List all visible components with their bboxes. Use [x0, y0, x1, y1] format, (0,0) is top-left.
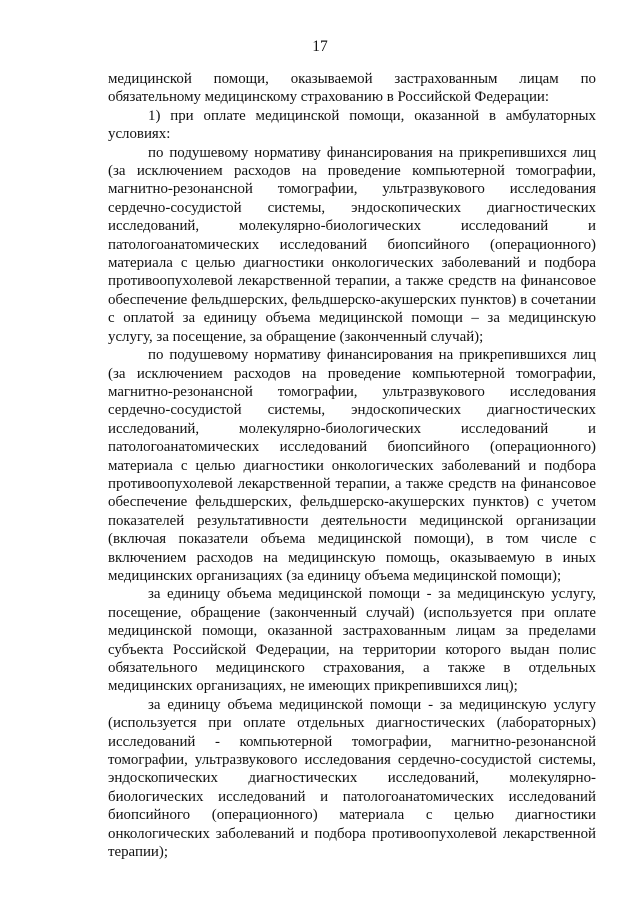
paragraph-per-capita-combined: по подушевому нормативу финансирования на прикрепившихся лиц (за исключением расходов на проведение компьютерной томографии, магнитно-резонансной томографии, ультразвукового исследования сердечно-сосудистой системы, эндоскопических диагностических исследований, молекулярно-биологических исследований и патологоанатомических исследований биопсийного (операционного) материала с целью диагностики онкологических заболеваний и подбора противоопухолевой лекарственной терапии, а также средств на финансовое обеспечение фельдшерских, фельдшерско-акушерских пунктов) в сочетании с оплатой за единицу объема медицинской помощи – за медицинскую услугу, за посещение, за обращение (законченный случай); — [108, 144, 596, 345]
document-body — [108, 70, 596, 861]
paragraph-item-1: 1) при оплате медицинской помощи, оказанной в амбулаторных условиях: — [108, 107, 596, 143]
paragraph-unit-of-volume-service: за единицу объема медицинской помощи - за медицинскую услугу (используется при оплате отдельных диагностических (лабораторных) исследований - компьютерной томографии, магнитно-резонансной томографии, ультразвукового исследования сердечно-сосудистой системы, эндоскопических диагностических исследований, молекулярно-биологических исследований и патологоанатомических исследований биопсийного (операционного) материала с целью диагностики онкологических заболеваний и подбора противоопухолевой лекарственной терапии); — [108, 696, 596, 861]
paragraph-per-capita-performance: по подушевому нормативу финансирования на прикрепившихся лиц (за исключением расходов на проведение компьютерной томографии, магнитно-резонансной томографии, ультразвукового исследования сердечно-сосудистой системы, эндоскопических диагностических исследований, молекулярно-биологических исследований и патологоанатомических исследований биопсийного (операционного) материала с целью диагностики онкологических заболеваний и подбора противоопухолевой лекарственной терапии, а также средств на финансовое обеспечение фельдшерских, фельдшерско-акушерских пунктов) с учетом показателей результативности деятельности медицинской организации (включая показатели объема медицинской помощи), в том числе с включением расходов на медицинскую помощь, оказываемую в иных медицинских организациях (за единицу объема медицинской помощи); — [108, 347, 596, 584]
page-number: 17 — [312, 38, 328, 55]
paragraph-unit-of-volume-visit: за единицу объема медицинской помощи - за медицинскую услугу, посещение, обращение (законченный случай) (используется при оплате медицинской помощи, оказанной застрахованным лицам за пределами субъекта Российской Федерации, на территории которого выдан полис обязательного медицинского страхования, а также в отдельных медицинских организациях, не имеющих прикрепившихся лиц); — [108, 586, 596, 695]
paragraph-intro: медицинской помощи, оказываемой застрахованным лицам по обязательному медицинскому страхованию в Российской Федерации: — [108, 71, 596, 106]
